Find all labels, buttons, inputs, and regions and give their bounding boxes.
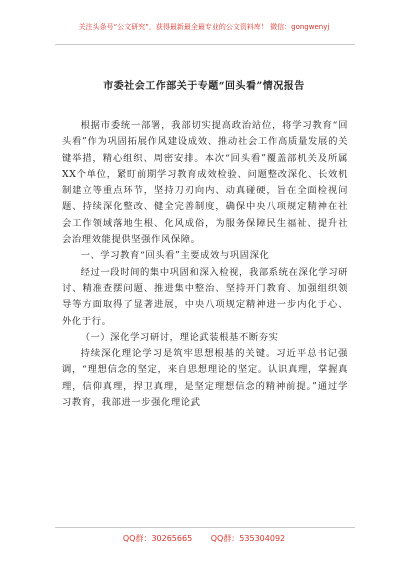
document-body <box>62 118 348 411</box>
subsection-heading-1: （一）深化学习研讨，理论武装根基不断夯实 <box>80 331 279 343</box>
paragraph-intro: 根据市委统一部署，我部切实提高政治站位，将学习教育“回头看”作为巩固拓展作风建设成效、推动社会工作高质量发展的关键举措，精心组织、周密安排。本次“回头看”覆盖部机关及所属XX个单位，紧盯前期学习教育成效检验、问题整改深化、长效机制建立等重点环节，坚持刀刃向内、动真碰硬，旨在全面检视问题、持续深化整改、健全完善制度，确保中央八项规定精神在社会工作领域落地生根、化风成俗，为服务保障民生福祉、提升社会治理效能提供坚强作风保障。 <box>62 120 348 246</box>
paragraph-section-1: 经过一段时间的集中巩固和深入检视，我部系统在深化学习研讨、精准查摆问题、推进集中整治、坚持开门教育、加强组织领导等方面取得了显著进展，中央八项规定精神进一步内化于心、外化于行。 <box>62 266 348 327</box>
section-heading-1: 一、学习教育“回头看”主要成效与巩固深化 <box>80 250 270 262</box>
footer-qq-group-1: QQ群：30265665 <box>122 534 193 543</box>
footer <box>0 533 408 544</box>
footer-qq-group-2: QQ群：535304092 <box>210 534 286 543</box>
footer-divider <box>55 527 355 528</box>
header-banner: 关注头条号“公文研究”，获得最新最全最专业的公文资料库！ 微信：gongwenyj <box>78 23 330 31</box>
paragraph-subsection-1: 持续深化理论学习是筑牢思想根基的关键。习近平总书记强调，“理想信念的坚定，来自思想理论的坚定。认识真理，掌握真理，信仰真理，捍卫真理，是坚定理想信念的精神前提。”通过学习教育，我部进一步强化理论武 <box>62 348 348 409</box>
header-divider <box>55 44 355 45</box>
document-title: 市委社会工作部关于专题“回头看”情况报告 <box>103 81 305 92</box>
